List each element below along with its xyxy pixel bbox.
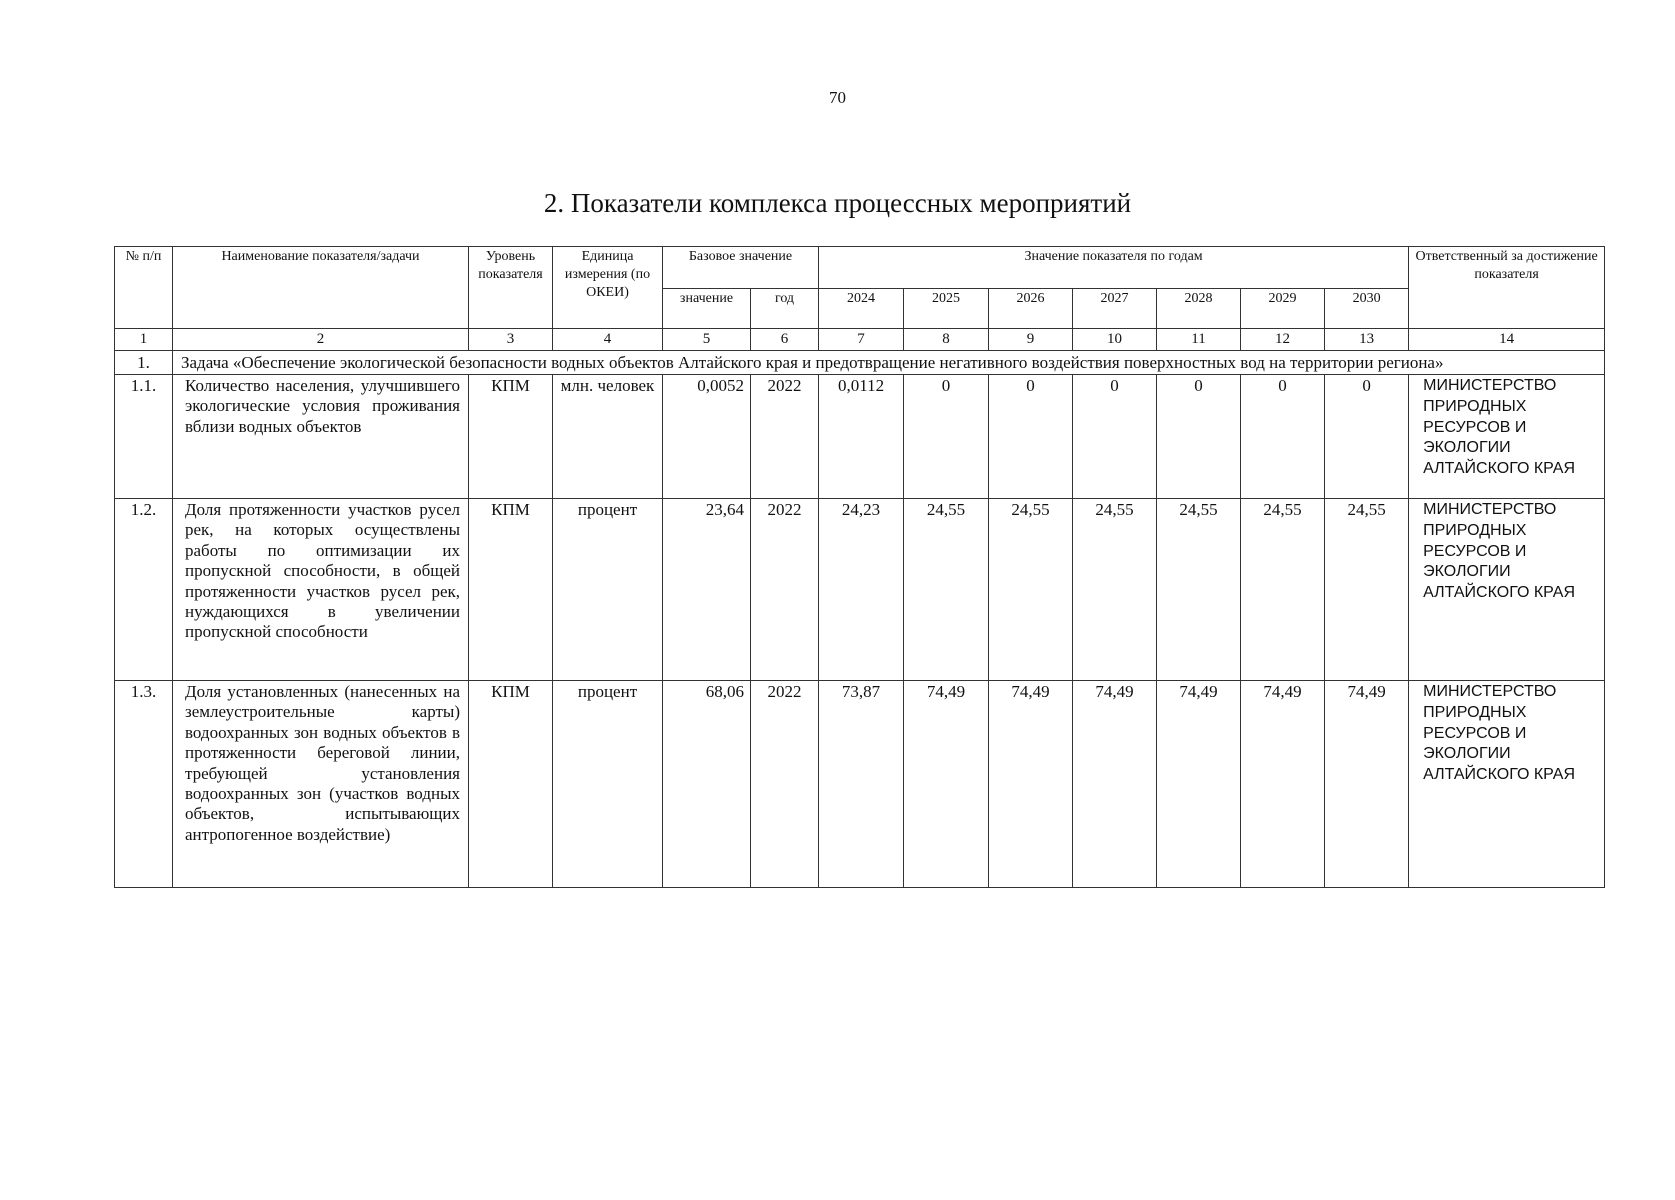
base-year: 2022 <box>751 375 819 499</box>
table-row <box>115 375 1605 499</box>
value-2024: 24,23 <box>819 499 904 681</box>
indicator-name: Доля протяженности участков русел рек, на которых осуществлены работы по оптимизации их пропускной способности, в общей протяженности участков русел рек, нуждающихся в увеличении пропускной способности <box>173 499 469 681</box>
column-number: 5 <box>663 329 751 351</box>
table-row <box>115 681 1605 888</box>
value-2025: 0 <box>904 375 989 499</box>
value-2029: 0 <box>1241 375 1325 499</box>
column-number: 10 <box>1073 329 1157 351</box>
header-year: 2026 <box>989 289 1073 329</box>
header-year: 2028 <box>1157 289 1241 329</box>
value-2029: 24,55 <box>1241 499 1325 681</box>
indicator-level: КПМ <box>469 499 553 681</box>
header-num: № п/п <box>115 247 173 329</box>
indicator-unit: млн. человек <box>553 375 663 499</box>
value-2028: 0 <box>1157 375 1241 499</box>
task-row <box>115 350 1605 374</box>
header-base-year: год <box>751 289 819 329</box>
header-year: 2029 <box>1241 289 1325 329</box>
column-number: 4 <box>553 329 663 351</box>
row-number: 1.1. <box>115 375 173 499</box>
indicator-unit: процент <box>553 499 663 681</box>
indicator-level: КПМ <box>469 375 553 499</box>
page-number: 70 <box>829 88 846 107</box>
column-number: 9 <box>989 329 1073 351</box>
value-2028: 74,49 <box>1157 681 1241 888</box>
column-number: 7 <box>819 329 904 351</box>
row-number: 1.3. <box>115 681 173 888</box>
header-year: 2024 <box>819 289 904 329</box>
indicator-level: КПМ <box>469 681 553 888</box>
column-number: 8 <box>904 329 989 351</box>
value-2028: 24,55 <box>1157 499 1241 681</box>
header-base-value: значение <box>663 289 751 329</box>
column-number: 3 <box>469 329 553 351</box>
value-2024: 73,87 <box>819 681 904 888</box>
column-number: 12 <box>1241 329 1325 351</box>
table-row <box>115 499 1605 681</box>
indicator-unit: процент <box>553 681 663 888</box>
value-2026: 74,49 <box>989 681 1073 888</box>
base-value: 68,06 <box>663 681 751 888</box>
value-2027: 0 <box>1073 375 1157 499</box>
column-number: 11 <box>1157 329 1241 351</box>
indicator-name: Доля установленных (нанесенных на землеустроительные карты) водоохранных зон водных объектов в протяженности береговой линии, требующей установления водоохранных зон (участков водных объектов, испытывающих антропогенное воздействие) <box>173 681 469 888</box>
column-number: 14 <box>1409 329 1605 351</box>
task-number: 1. <box>115 350 173 374</box>
base-value: 0,0052 <box>663 375 751 499</box>
header-level: Уровень показателя <box>469 247 553 329</box>
value-2024: 0,0112 <box>819 375 904 499</box>
column-number: 1 <box>115 329 173 351</box>
value-2026: 24,55 <box>989 499 1073 681</box>
base-year: 2022 <box>751 681 819 888</box>
header-base: Базовое значение <box>663 247 819 289</box>
value-2025: 24,55 <box>904 499 989 681</box>
header-by-years: Значение показателя по годам <box>819 247 1409 289</box>
value-2030: 24,55 <box>1325 499 1409 681</box>
header-year: 2027 <box>1073 289 1157 329</box>
section-title: 2. Показатели комплекса процессных мероприятий <box>543 188 1132 218</box>
value-2029: 74,49 <box>1241 681 1325 888</box>
value-2030: 74,49 <box>1325 681 1409 888</box>
value-2026: 0 <box>989 375 1073 499</box>
value-2027: 24,55 <box>1073 499 1157 681</box>
column-number: 2 <box>173 329 469 351</box>
column-number: 13 <box>1325 329 1409 351</box>
column-number: 6 <box>751 329 819 351</box>
base-year: 2022 <box>751 499 819 681</box>
responsible: МИНИСТЕРСТВО ПРИРОДНЫХ РЕСУРСОВ И ЭКОЛОГИИ АЛТАЙСКОГО КРАЯ <box>1409 375 1605 499</box>
header-unit: Единица измерения (по ОКЕИ) <box>553 247 663 329</box>
value-2030: 0 <box>1325 375 1409 499</box>
header-year: 2025 <box>904 289 989 329</box>
header-name: Наименование показателя/задачи <box>173 247 469 329</box>
indicators-table <box>114 246 1605 888</box>
base-value: 23,64 <box>663 499 751 681</box>
responsible: МИНИСТЕРСТВО ПРИРОДНЫХ РЕСУРСОВ И ЭКОЛОГИИ АЛТАЙСКОГО КРАЯ <box>1409 681 1605 888</box>
value-2027: 74,49 <box>1073 681 1157 888</box>
task-text: Задача «Обеспечение экологической безопасности водных объектов Алтайского края и предотвращение негативного воздействия поверхностных вод на территории региона» <box>173 350 1605 374</box>
indicator-name: Количество населения, улучшившего экологические условия проживания вблизи водных объектов <box>173 375 469 499</box>
header-year: 2030 <box>1325 289 1409 329</box>
responsible: МИНИСТЕРСТВО ПРИРОДНЫХ РЕСУРСОВ И ЭКОЛОГИИ АЛТАЙСКОГО КРАЯ <box>1409 499 1605 681</box>
row-number: 1.2. <box>115 499 173 681</box>
header-responsible: Ответственный за достижение показателя <box>1409 247 1605 329</box>
value-2025: 74,49 <box>904 681 989 888</box>
